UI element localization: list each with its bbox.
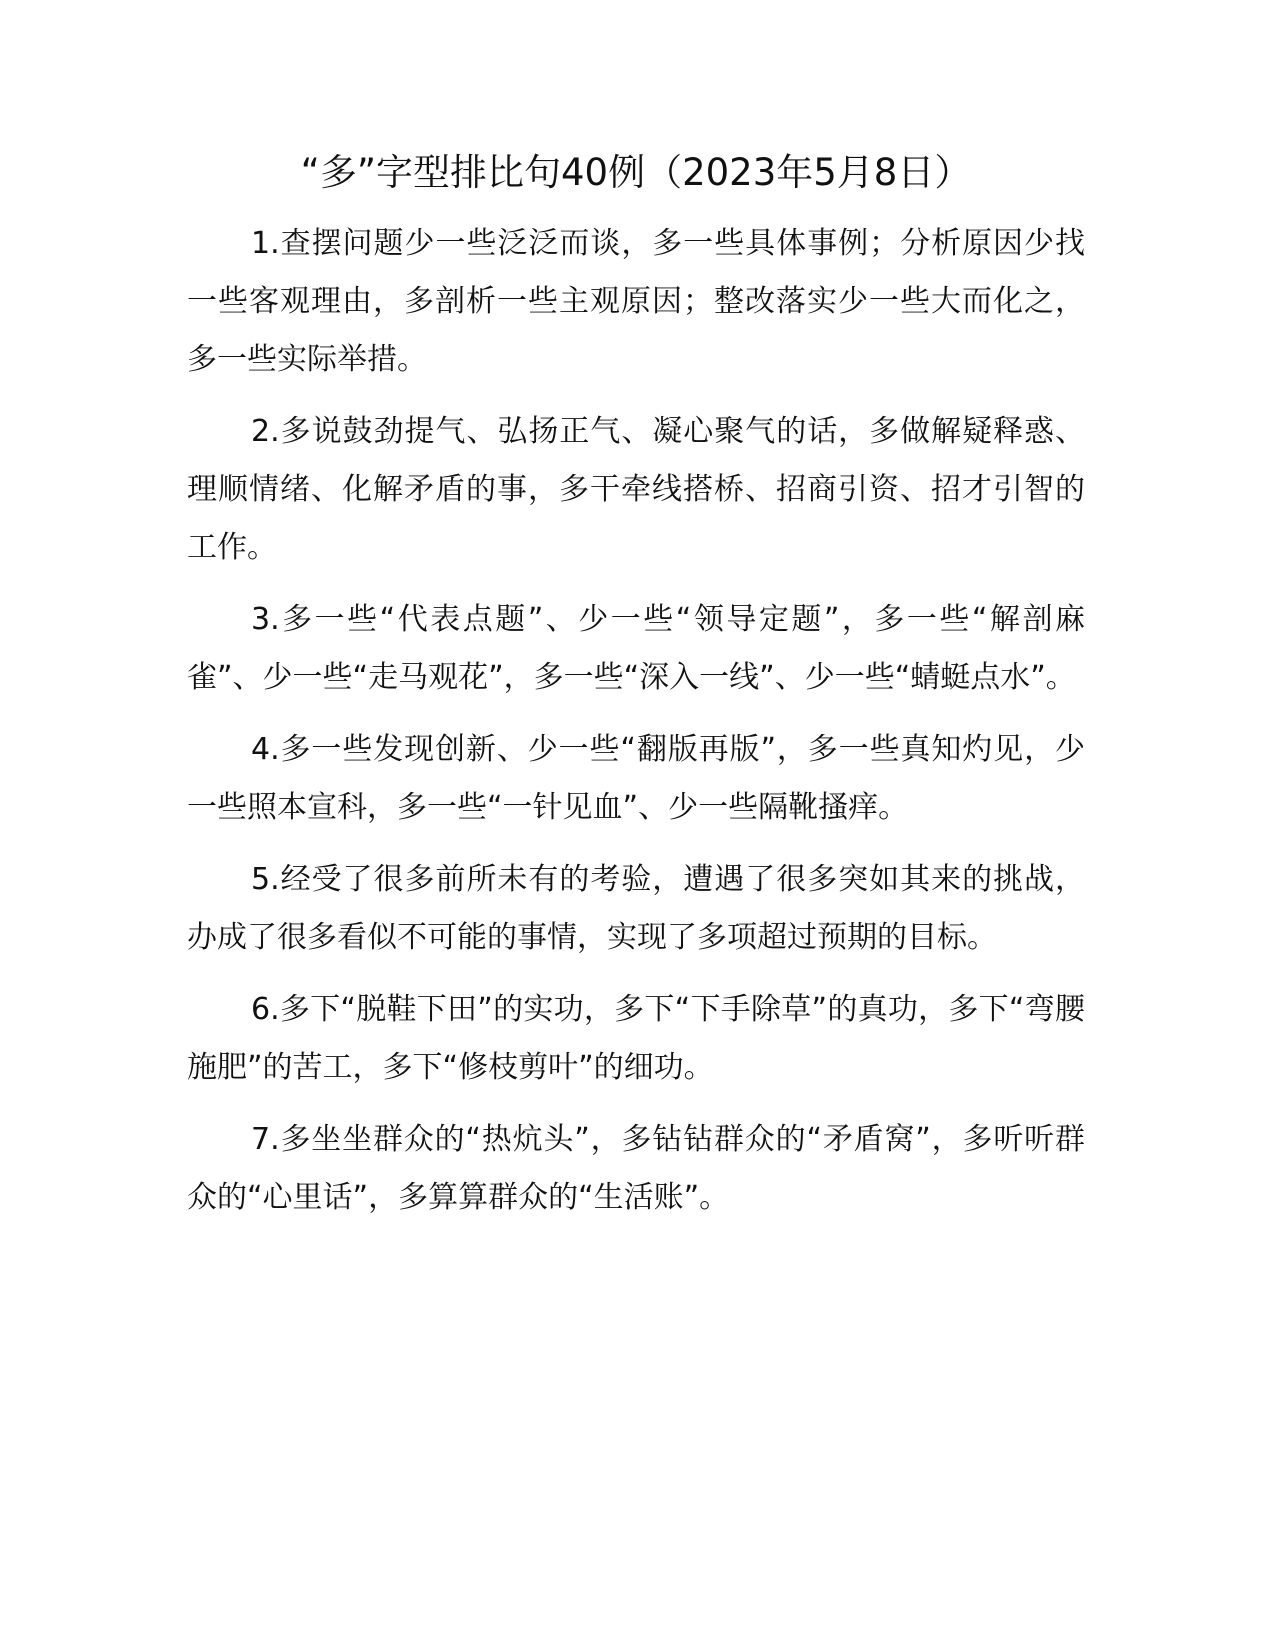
paragraph-2: 2.多说鼓劲提气、弘扬正气、凝心聚气的话，多做解疑释惑、理顺情绪、化解矛盾的事，多干牵线搭桥、招商引资、招才引智的工作。 xyxy=(187,414,1085,565)
paragraph-1: 1.查摆问题少一些泛泛而谈，多一些具体事例；分析原因少找一些客观理由，多剖析一些主观原因；整改落实少一些大而化之，多一些实际举措。 xyxy=(187,226,1085,377)
paragraph-6: 6.多下“脱鞋下田”的实功，多下“下手除草”的真功，多下“弯腰施肥”的苦工，多下“修枝剪叶”的细功。 xyxy=(187,992,1085,1085)
paragraph-7: 7.多坐坐群众的“热炕头”，多钻钻群众的“矛盾窝”，多听听群众的“心里话”，多算算群众的“生活账”。 xyxy=(187,1122,1085,1215)
paragraph-4: 4.多一些发现创新、少一些“翻版再版”，多一些真知灼见，少一些照本宣科，多一些“一针见血”、少一些隔靴搔痒。 xyxy=(187,732,1085,825)
document-title: “多”字型排比句40例（2023年5月8日） xyxy=(300,151,972,194)
paragraph-5: 5.经受了很多前所未有的考验，遭遇了很多突如其来的挑战，办成了很多看似不可能的事情，实现了多项超过预期的目标。 xyxy=(187,862,1085,955)
paragraph-3: 3.多一些“代表点题”、少一些“领导定题”，多一些“解剖麻雀”、少一些“走马观花”，多一些“深入一线”、少一些“蜻蜓点水”。 xyxy=(187,602,1085,695)
